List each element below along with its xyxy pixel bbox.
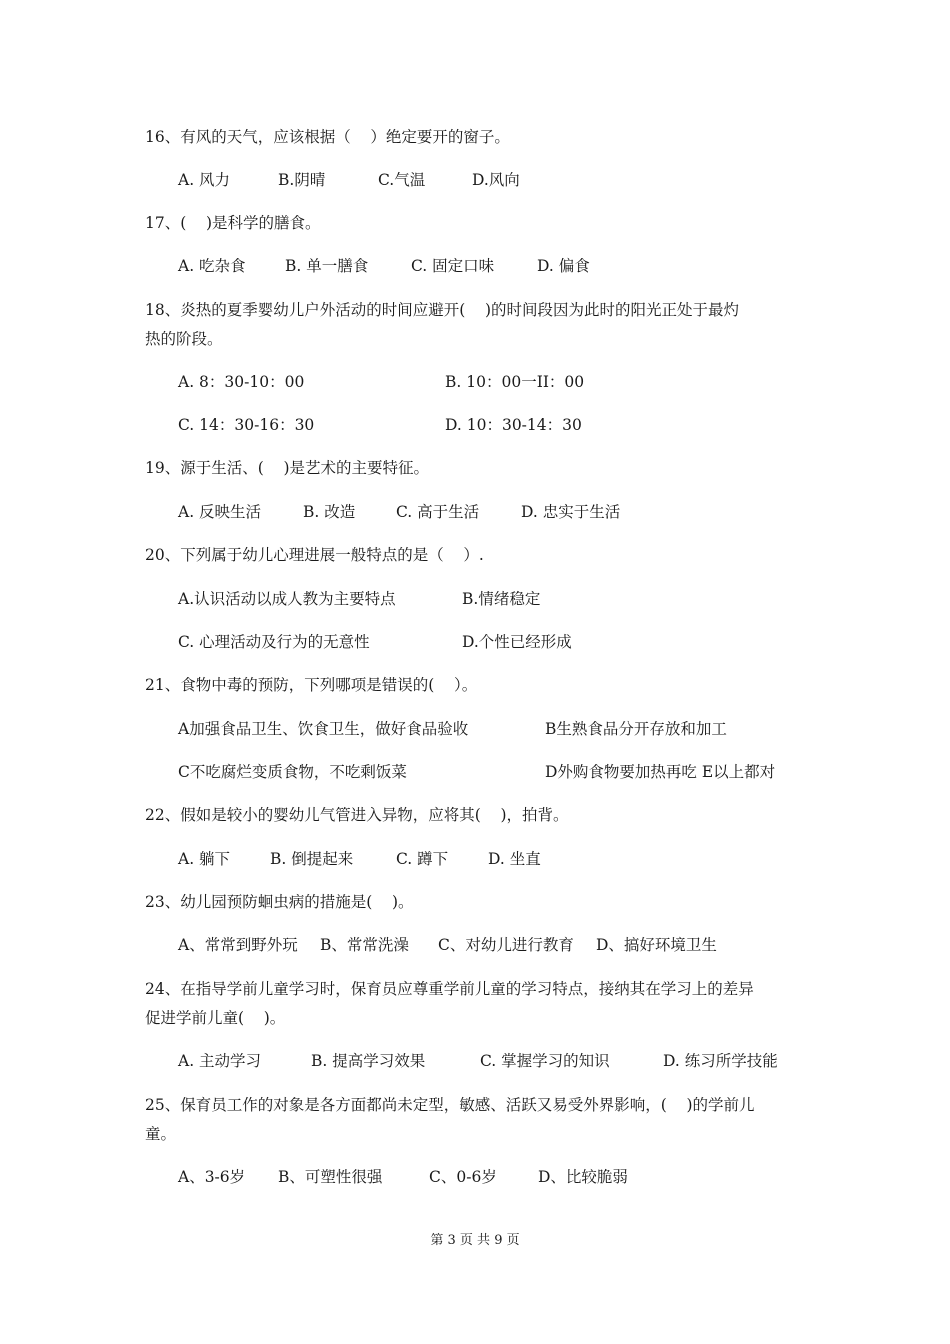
- q21-option-d: D外购食物要加热再吃 E以上都对: [545, 763, 776, 781]
- q20-option-a: A.认识活动以成人教为主要特点: [178, 590, 396, 608]
- question-24-stem-cont: 促进学前儿童( )。: [145, 1009, 286, 1027]
- q23-option-b: B、常常洗澡: [320, 936, 409, 954]
- q22-option-b: B. 倒提起来: [270, 850, 354, 868]
- question-24-stem: 24、在指导学前儿童学习时，保育员应尊重学前儿童的学习特点，接纳其在学习上的差异: [145, 980, 754, 998]
- q18-option-a: A. 8：30-10：00: [178, 373, 305, 391]
- q20-option-d: D.个性已经形成: [462, 633, 572, 651]
- q19-option-a: A. 反映生活: [178, 503, 262, 521]
- q21-option-a: A加强食品卫生、饮食卫生，做好食品验收: [178, 720, 469, 738]
- q18-option-b: B. 10：00一II：00: [445, 373, 585, 391]
- q23-option-a: A、常常到野外玩: [178, 936, 298, 954]
- q21-option-b: B生熟食品分开存放和加工: [545, 720, 727, 738]
- q17-option-d: D. 偏食: [537, 257, 590, 275]
- question-16-stem: 16、有风的天气，应该根据（ ）绝定要开的窗子。: [145, 128, 510, 146]
- q16-option-d: D.风向: [472, 171, 520, 189]
- question-18-stem: 18、炎热的夏季婴幼儿户外活动的时间应避开( )的时间段因为此时的阳光正处于最灼: [145, 301, 740, 319]
- q25-option-b: B、可塑性很强: [278, 1168, 383, 1186]
- q24-option-b: B. 提高学习效果: [311, 1052, 426, 1070]
- page-footer: 第 3 页 共 9 页: [430, 1233, 520, 1248]
- question-17-stem: 17、( )是科学的膳食。: [145, 214, 321, 232]
- q18-option-c: C. 14：30-16：30: [178, 416, 315, 434]
- q19-option-c: C. 高于生活: [396, 503, 480, 521]
- q23-option-d: D、搞好环境卫生: [596, 936, 717, 954]
- q20-option-b: B.情绪稳定: [462, 590, 541, 608]
- question-20-stem: 20、下列属于幼儿心理进展一般特点的是（ ）.: [145, 546, 484, 564]
- question-23-stem: 23、幼儿园预防蛔虫病的措施是( )。: [145, 893, 414, 911]
- q24-option-a: A. 主动学习: [178, 1052, 262, 1070]
- question-19-stem: 19、源于生活、( )是艺术的主要特征。: [145, 459, 430, 477]
- q16-option-b: B.阴晴: [278, 171, 326, 189]
- q21-option-c: C不吃腐烂变质食物，不吃剩饭菜: [178, 763, 407, 781]
- q25-option-c: C、0-6岁: [429, 1168, 497, 1186]
- q20-option-c: C. 心理活动及行为的无意性: [178, 633, 370, 651]
- question-18-stem-cont: 热的阶段。: [145, 330, 223, 348]
- q17-option-c: C. 固定口味: [411, 257, 495, 275]
- q19-option-d: D. 忠实于生活: [521, 503, 621, 521]
- q19-option-b: B. 改造: [303, 503, 356, 521]
- question-25-stem-cont: 童。: [145, 1125, 177, 1143]
- q17-option-b: B. 单一膳食: [285, 257, 369, 275]
- question-21-stem: 21、食物中毒的预防，下列哪项是错误的( ）。: [145, 676, 478, 694]
- q24-option-c: C. 掌握学习的知识: [480, 1052, 610, 1070]
- q25-option-a: A、3-6岁: [178, 1168, 246, 1186]
- q18-option-d: D. 10：30-14：30: [445, 416, 582, 434]
- question-25-stem: 25、保育员工作的对象是各方面都尚未定型，敏感、活跃又易受外界影响，( )的学前儿: [145, 1096, 755, 1114]
- q16-option-c: C.气温: [378, 171, 426, 189]
- q25-option-d: D、比较脆弱: [538, 1168, 628, 1186]
- q22-option-a: A. 躺下: [178, 850, 231, 868]
- q17-option-a: A. 吃杂食: [178, 257, 246, 275]
- q16-option-a: A. 风力: [178, 171, 231, 189]
- q22-option-c: C. 蹲下: [396, 850, 449, 868]
- q23-option-c: C、对幼儿进行教育: [438, 936, 574, 954]
- question-22-stem: 22、假如是较小的婴幼儿气管进入异物，应将其( )，拍背。: [145, 806, 569, 824]
- q22-option-d: D. 坐直: [488, 850, 541, 868]
- q24-option-d: D. 练习所学技能: [663, 1052, 778, 1070]
